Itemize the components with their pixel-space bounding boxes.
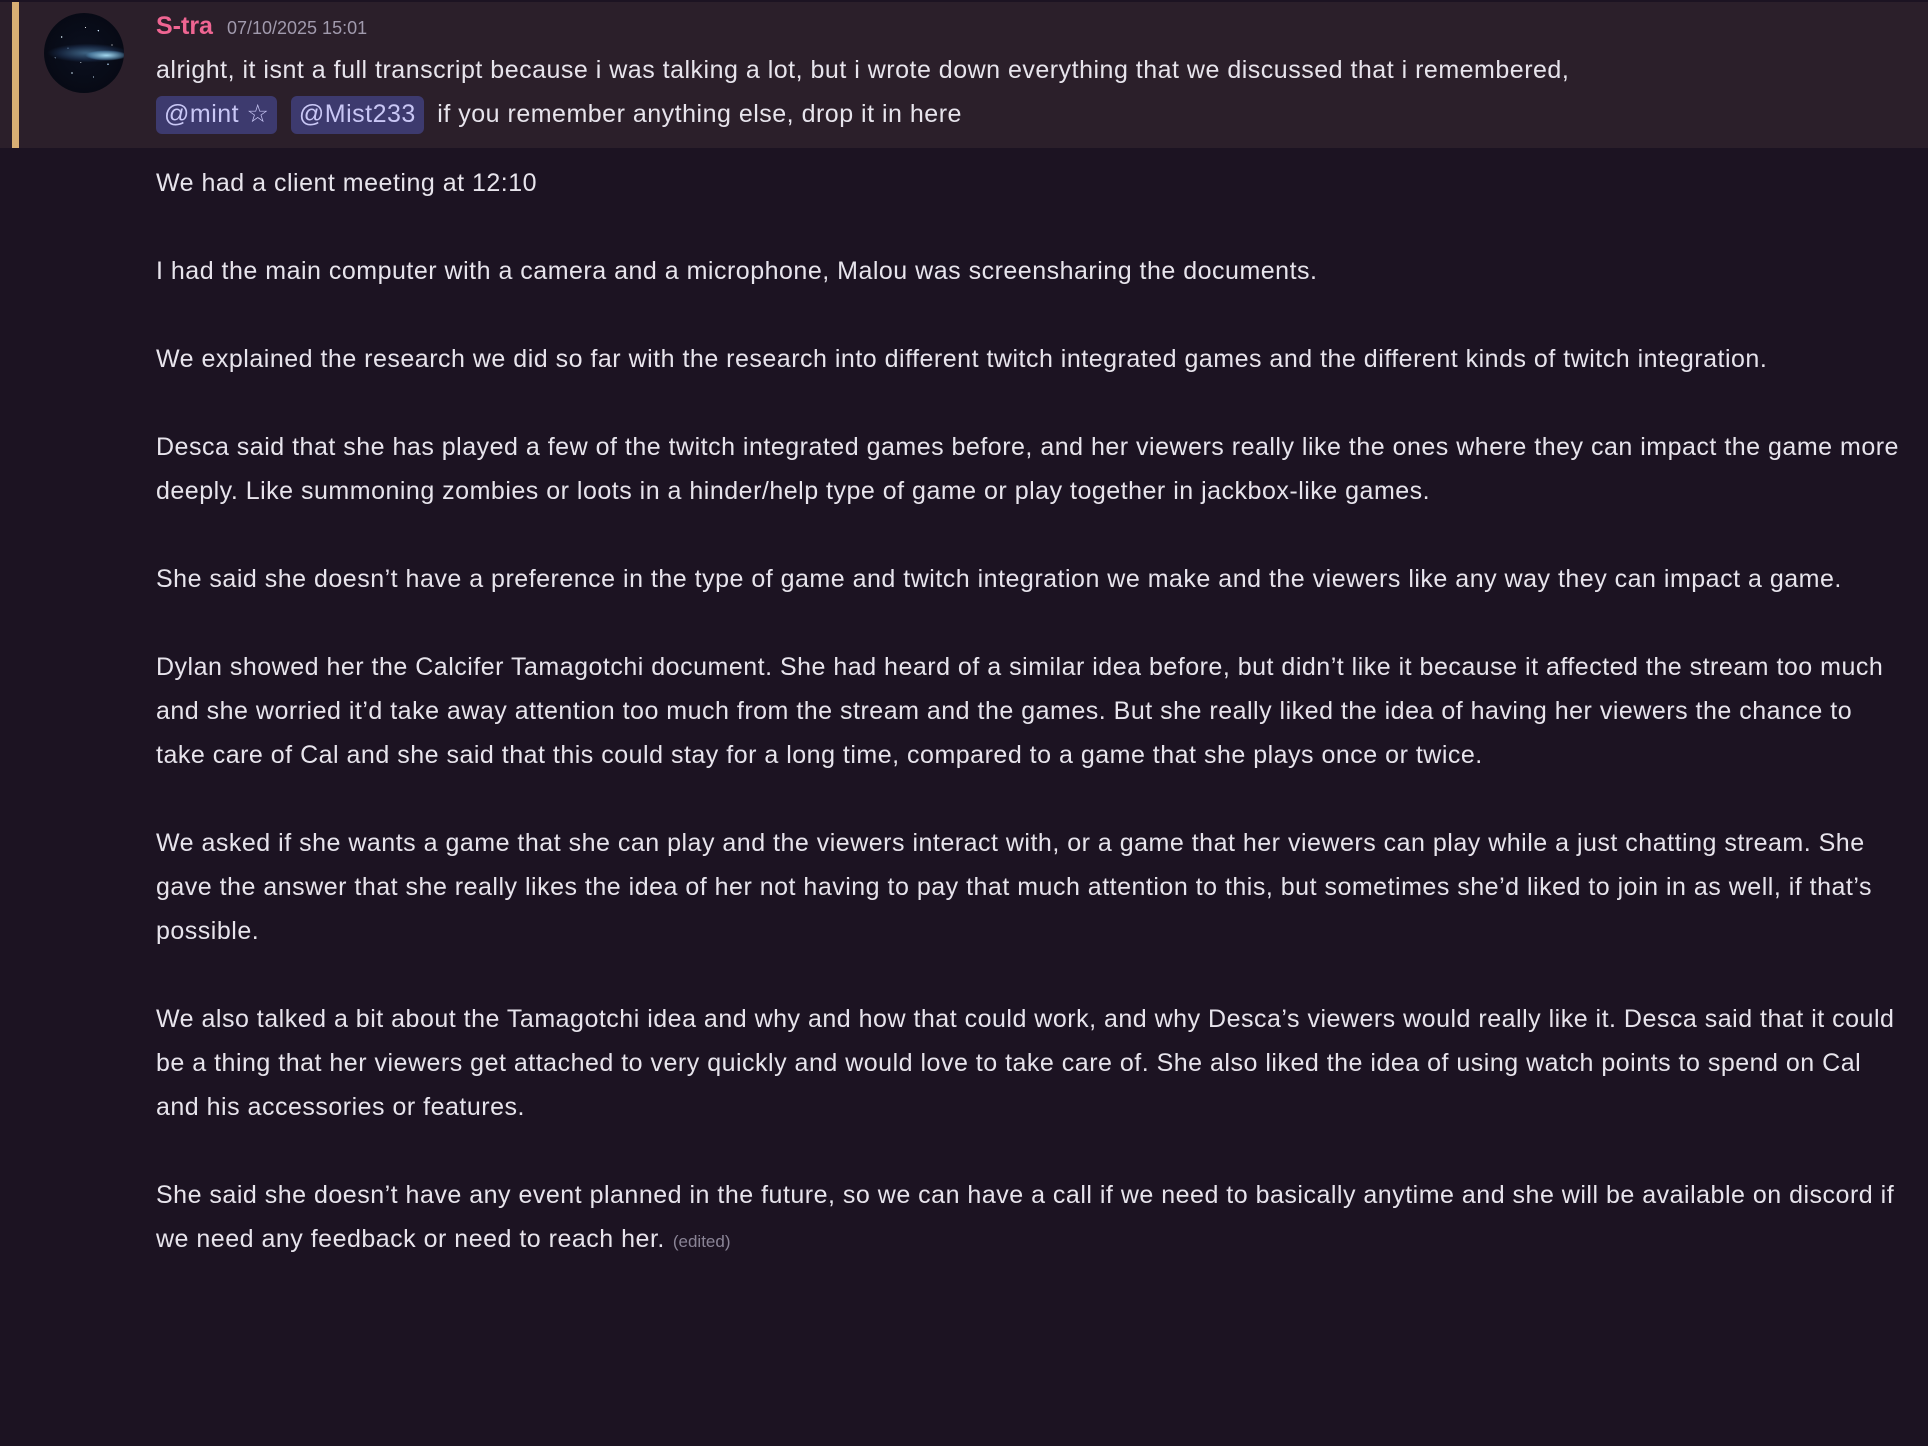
edited-label: (edited) bbox=[672, 1232, 731, 1251]
paragraph-availability-text: She said she doesn’t have any event planned in the future, so we can have a call if we need to basically anytime and she will be available on discord if we need any feedback or need to reach her. bbox=[156, 1181, 1895, 1253]
mention-highlighted-message bbox=[0, 2, 1928, 148]
paragraph-tamagotchi-idea: We also talked a bit about the Tamagotchi idea and why and how that could work, and why Desca’s viewers would really like it. Desca said that it could be a thing that her viewers get attached to very quickly and would love to take care of. She also liked the idea of using watch points to spend on Cal and his accessories or features. bbox=[156, 1005, 1895, 1121]
paragraph-tamagotchi-doc: Dylan showed her the Calcifer Tamagotchi document. She had heard of a similar idea before, but didn’t like it because it affected the stream too much and she worried it’d take away attention too much from the stream and the games. But she really liked the idea of having her viewers the chance to take care of Cal and she said that this could stay for a long time, compared to a game that she plays once or twice. bbox=[156, 653, 1884, 769]
timestamp: 07/10/2025 15:01 bbox=[226, 18, 368, 38]
message-line-1: alright, it isnt a full transcript because i was talking a lot, but i wrote down everything that we discussed that i remembered, bbox=[156, 56, 1570, 84]
avatar[interactable] bbox=[44, 13, 124, 93]
message-line-2 bbox=[156, 92, 1902, 136]
message-line-2-text: if you remember anything else, drop it in here bbox=[437, 100, 962, 128]
paragraph-meeting-time: We had a client meeting at 12:10 bbox=[156, 169, 538, 197]
paragraph-desca-games: Desca said that she has played a few of the twitch integrated games before, and her viewers really like the ones where they can impact the game more deeply. Like summoning zombies or loots in a hinder/help type of game or play together in jackbox-like games. bbox=[156, 433, 1899, 505]
paragraph-setup: I had the main computer with a camera and a microphone, Malou was screensharing the documents. bbox=[156, 257, 1318, 285]
message-header bbox=[156, 12, 1902, 44]
mention-accent-bar bbox=[12, 2, 19, 148]
chat-message-area bbox=[0, 2, 1928, 1446]
mention-pill-mist233[interactable]: @Mist233 bbox=[291, 96, 424, 134]
mention-pill-mint[interactable]: @mint ☆ bbox=[156, 96, 277, 134]
paragraph-availability bbox=[156, 1173, 1902, 1264]
username[interactable]: S-tra bbox=[156, 12, 213, 40]
paragraph-research: We explained the research we did so far with the research into different twitch integrated games and the different kinds of twitch integration. bbox=[156, 345, 1768, 373]
paragraph-no-preference: She said she doesn’t have a preference in the type of game and twitch integration we make and the viewers like any way they can impact a game. bbox=[156, 565, 1842, 593]
paragraph-game-type-question: We asked if she wants a game that she can play and the viewers interact with, or a game that her viewers can play while a just chatting stream. She gave the answer that she really likes the idea of her not having to pay that much attention to this, but sometimes she’d liked to join in as well, if that’s possible. bbox=[156, 829, 1872, 945]
followup-message bbox=[0, 148, 1928, 1264]
